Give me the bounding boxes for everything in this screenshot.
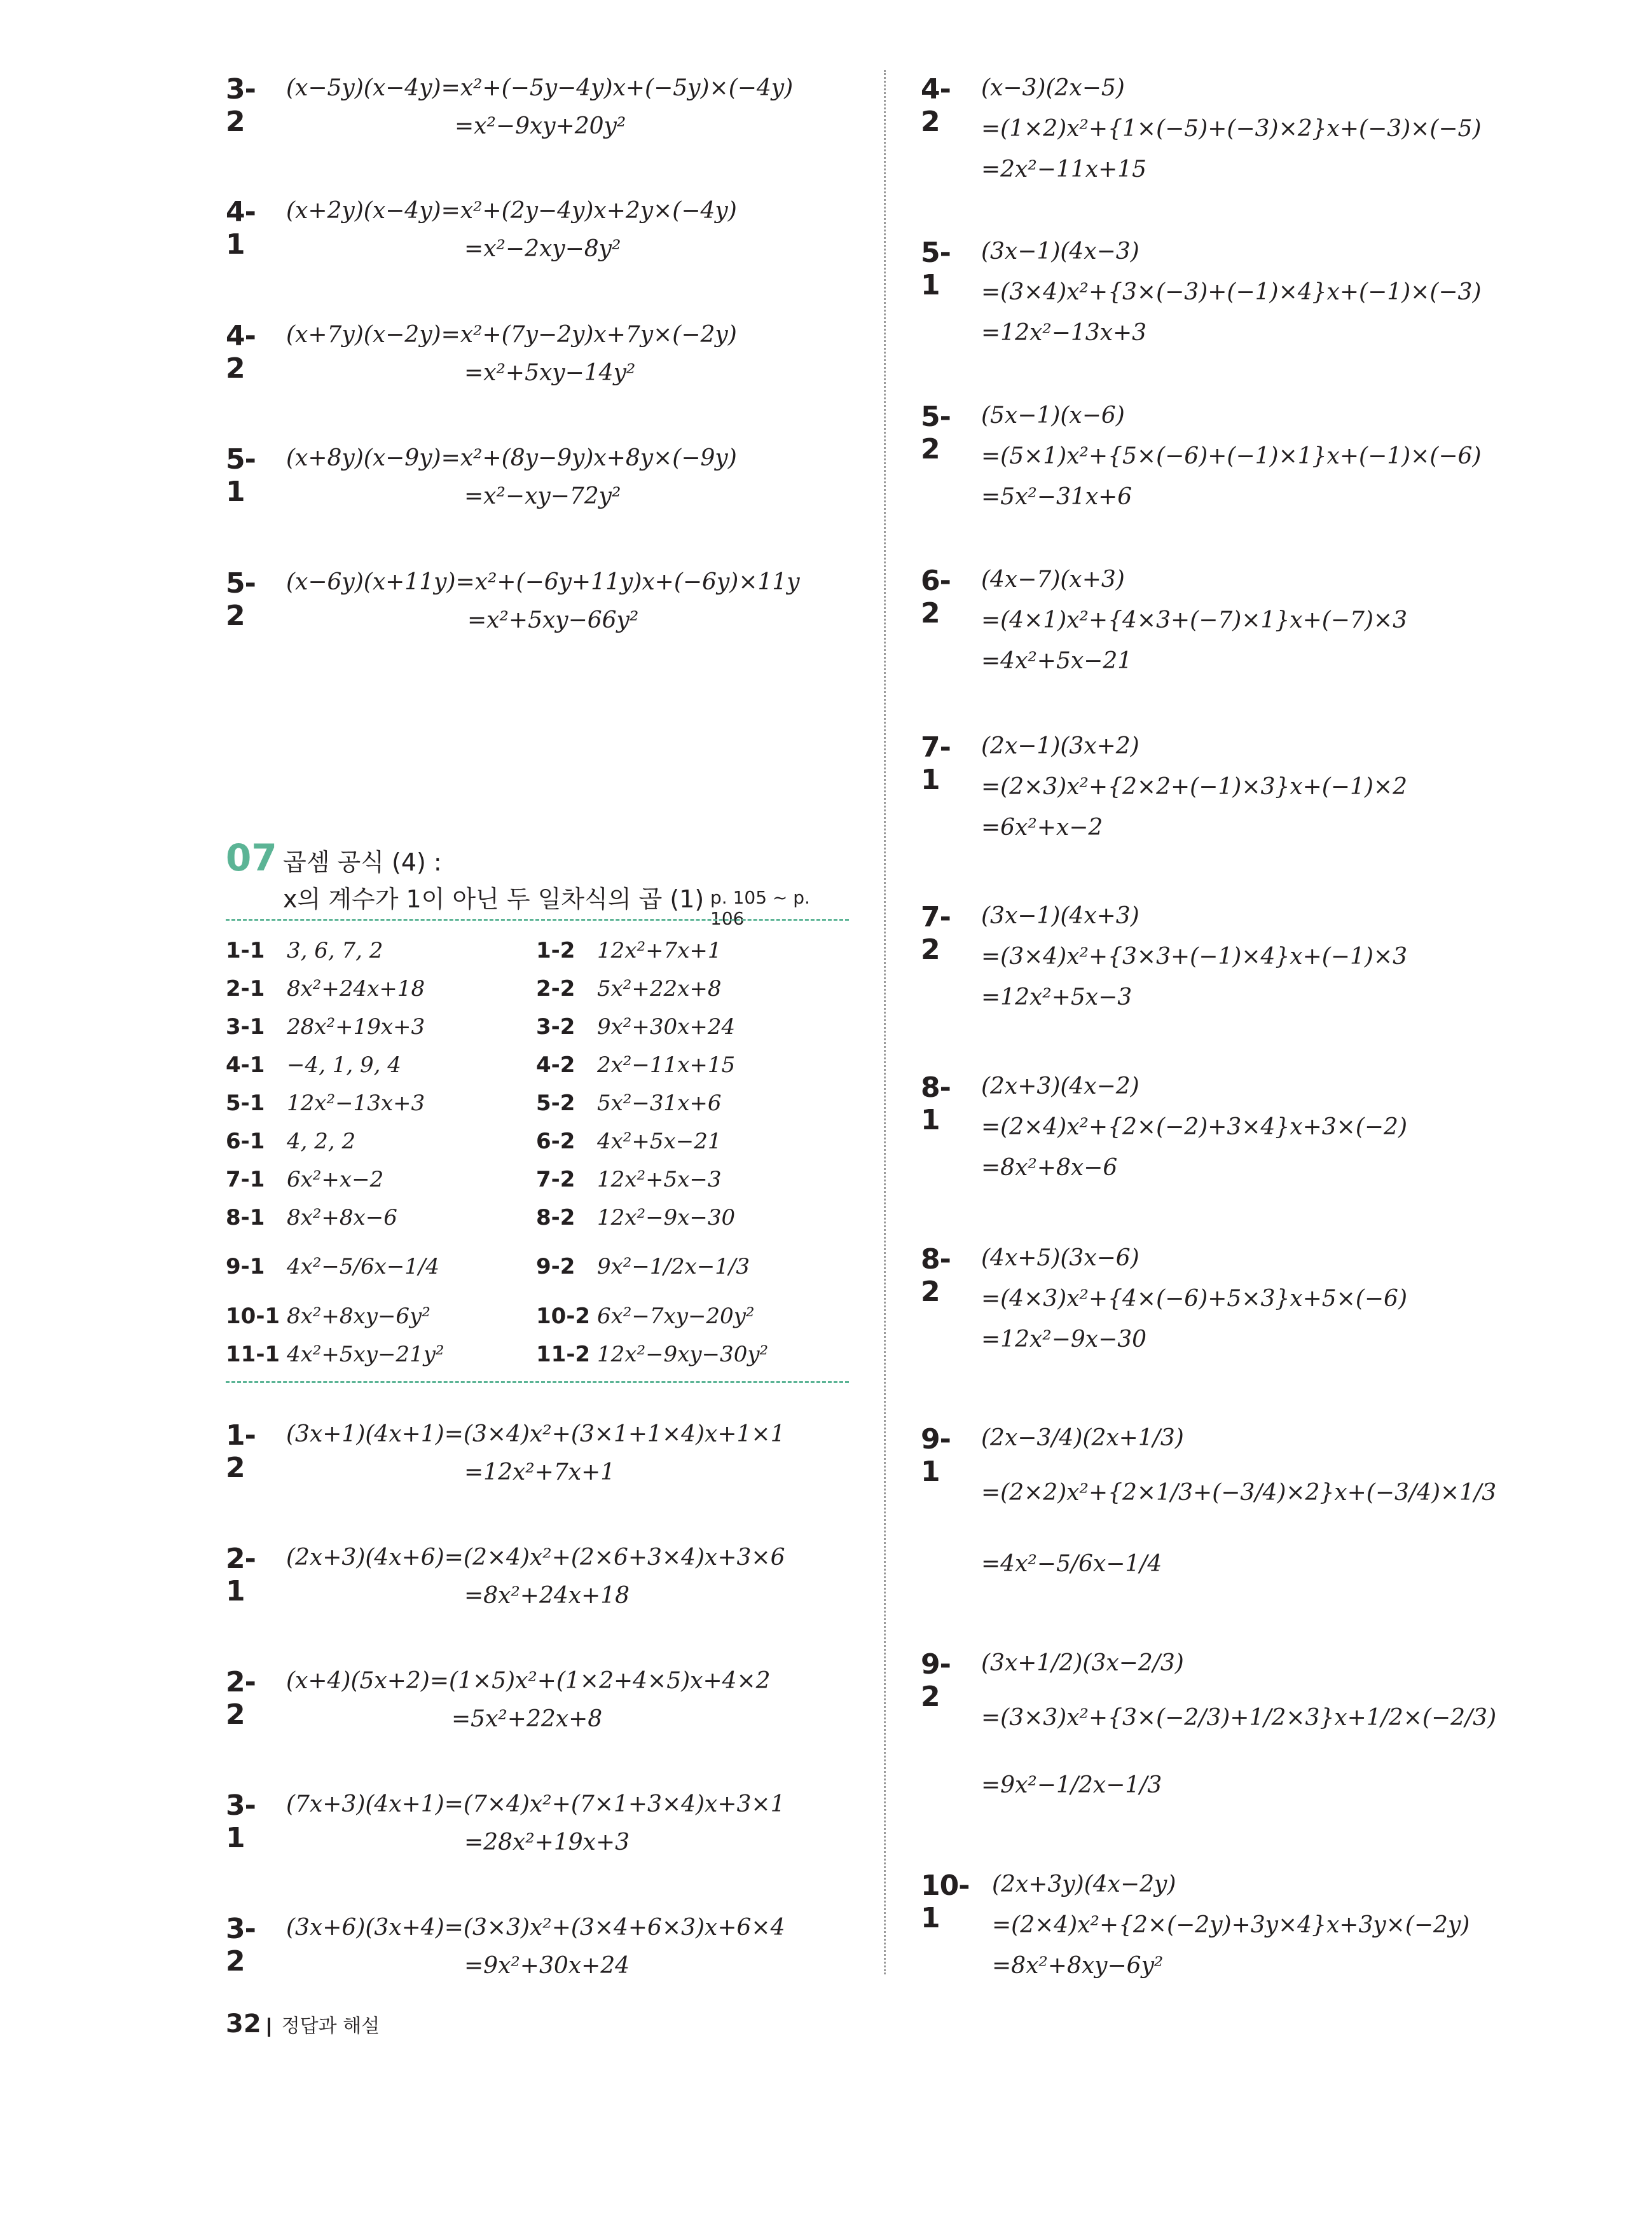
- column-divider: [884, 70, 886, 1974]
- equation-line: (2x+3)(4x+6)=(2×4)x²+(2×6+3×4)x+3×6: [286, 1545, 785, 1571]
- problem-number: 3-2: [226, 73, 256, 138]
- problem-number: 8-2: [921, 1243, 951, 1308]
- equation-line: =(5×1)x²+{5×(−6)+(−1)×1}x+(−1)×(−6): [981, 443, 1482, 469]
- footer-separator: [268, 2018, 270, 2037]
- problem-number: 6-2: [921, 565, 951, 630]
- answer-value: 4x²+5x−21: [597, 1129, 722, 1154]
- answer-key: 3-2: [536, 1014, 575, 1040]
- equation-line: =12x²+7x+1: [464, 1459, 616, 1485]
- equation-line: =(3×3)x²+{3×(−2/3)+1/2×3}x+1/2×(−2/3): [981, 1705, 1497, 1731]
- answer-key: 5-2: [536, 1091, 575, 1116]
- equation-line: (x−6y)(x+11y)=x²+(−6y+11y)x+(−6y)×11y: [286, 569, 800, 595]
- problem-number: 2-1: [226, 1543, 256, 1607]
- equation-line: (x+4)(5x+2)=(1×5)x²+(1×2+4×5)x+4×2: [286, 1668, 771, 1694]
- equation-line: (2x+3y)(4x−2y): [992, 1871, 1176, 1897]
- equation-line: =x²−9xy+20y²: [455, 113, 626, 139]
- answer-value: 6x²−7xy−20y²: [597, 1304, 755, 1329]
- answer-item: [226, 1091, 425, 1116]
- answer-item: [536, 1129, 721, 1154]
- answer-item: [226, 1052, 401, 1078]
- page-range: p. 105 ~ p. 106: [710, 887, 810, 929]
- answer-item: [226, 1205, 397, 1230]
- answer-key: 3-1: [226, 1014, 265, 1040]
- footer-label: 정답과 해설: [281, 2015, 380, 2037]
- answer-key: 5-1: [226, 1091, 265, 1116]
- equation-line: =(2×4)x²+{2×(−2)+3×4}x+3×(−2): [981, 1114, 1407, 1140]
- answer-value: 8x²+8x−6: [287, 1205, 397, 1230]
- answer-item: [226, 1304, 430, 1329]
- equation-line: (3x−1)(4x−3): [981, 238, 1139, 265]
- equation-line: (3x+1/2)(3x−2/3): [981, 1650, 1184, 1676]
- answer-key: 9-2: [536, 1254, 575, 1279]
- equation-line: (3x−1)(4x+3): [981, 903, 1139, 929]
- answer-item: [226, 1129, 355, 1154]
- answer-key: 4-1: [226, 1052, 265, 1078]
- equation-line: =(4×3)x²+{4×(−6)+5×3}x+5×(−6): [981, 1286, 1407, 1312]
- problem-number: 5-1: [226, 443, 256, 508]
- equation-line: (x−3)(2x−5): [981, 75, 1125, 101]
- equation-line: =9x²−1/2x−1/3: [981, 1772, 1162, 1798]
- section-number: 07: [226, 836, 277, 879]
- answer-value: −4, 1, 9, 4: [287, 1052, 401, 1078]
- answer-item: [226, 1254, 439, 1279]
- answer-item: [536, 1254, 750, 1279]
- equation-line: (x−5y)(x−4y)=x²+(−5y−4y)x+(−5y)×(−4y): [286, 75, 794, 101]
- answer-item: [536, 1205, 735, 1230]
- answer-value: 5x²−31x+6: [597, 1091, 722, 1116]
- problem-number: 9-1: [921, 1423, 951, 1488]
- equation-line: =(2×2)x²+{2×1/3+(−3/4)×2}x+(−3/4)×1/3: [981, 1480, 1497, 1506]
- equation-line: =4x²+5x−21: [981, 648, 1132, 674]
- answer-item: [226, 938, 383, 963]
- page-footer: [226, 2009, 380, 2039]
- section-title: 곱셈 공식 (4) :: [283, 848, 442, 876]
- equation-line: =28x²+19x+3: [464, 1829, 630, 1855]
- answer-value: 3, 6, 7, 2: [287, 938, 383, 963]
- answer-value: 12x²−9x−30: [597, 1205, 736, 1230]
- equation-line: (2x−3/4)(2x+1/3): [981, 1425, 1184, 1451]
- page-number: 32: [226, 2009, 261, 2039]
- answer-item: [536, 1342, 768, 1367]
- equation-line: =6x²+x−2: [981, 815, 1103, 841]
- answer-value: 9x²+30x+24: [597, 1014, 736, 1040]
- problem-number: 4-2: [226, 320, 256, 385]
- answer-item: [536, 1052, 735, 1078]
- answer-value: 6x²+x−2: [287, 1167, 384, 1192]
- answer-value: 12x²+7x+1: [597, 938, 722, 963]
- answer-value: 9x²−1/2x−1/3: [597, 1254, 750, 1279]
- answer-key: 8-1: [226, 1205, 265, 1230]
- equation-line: (2x+3)(4x−2): [981, 1073, 1139, 1099]
- equation-line: =2x²−11x+15: [981, 156, 1147, 182]
- answer-key: 8-2: [536, 1205, 575, 1230]
- answer-key: 11-2: [536, 1342, 591, 1367]
- answer-item: [226, 1167, 383, 1192]
- equation-line: =x²−xy−72y²: [464, 483, 621, 509]
- equation-line: =(1×2)x²+{1×(−5)+(−3)×2}x+(−3)×(−5): [981, 116, 1482, 142]
- equation-line: =12x²+5x−3: [981, 984, 1132, 1010]
- answer-value: 8x²+24x+18: [287, 976, 425, 1001]
- answer-key: 9-1: [226, 1254, 265, 1279]
- answer-key: 1-2: [536, 938, 575, 963]
- answer-value: 12x²+5x−3: [597, 1167, 722, 1192]
- problem-number: 8-1: [921, 1071, 951, 1136]
- problem-number: 4-1: [226, 196, 256, 261]
- equation-line: =8x²+8xy−6y²: [992, 1953, 1164, 1979]
- answer-item: [536, 1091, 721, 1116]
- equation-line: =(2×3)x²+{2×2+(−1)×3}x+(−1)×2: [981, 774, 1407, 800]
- equation-line: =(2×4)x²+{2×(−2y)+3y×4}x+3y×(−2y): [992, 1912, 1470, 1938]
- equation-line: (x+2y)(x−4y)=x²+(2y−4y)x+2y×(−4y): [286, 198, 737, 224]
- answer-key: 6-2: [536, 1129, 575, 1154]
- problem-number: 5-1: [921, 237, 951, 301]
- equation-line: =x²+5xy−66y²: [467, 607, 639, 633]
- equation-line: =(3×4)x²+{3×(−3)+(−1)×4}x+(−1)×(−3): [981, 279, 1482, 305]
- answer-item: [226, 1014, 425, 1040]
- answer-key: 2-1: [226, 976, 265, 1001]
- answer-item: [536, 1167, 721, 1192]
- answer-value: 12x²−13x+3: [287, 1091, 425, 1116]
- problem-number: 1-2: [226, 1419, 256, 1484]
- answer-item: [536, 976, 721, 1001]
- answer-item: [536, 1304, 755, 1329]
- equation-line: =x²−2xy−8y²: [464, 236, 621, 262]
- divider-top: [226, 919, 849, 921]
- answer-key: 10-2: [536, 1304, 591, 1329]
- equation-line: =4x²−5/6x−1/4: [981, 1551, 1162, 1577]
- answer-item: [536, 938, 721, 963]
- answer-key: 1-1: [226, 938, 265, 963]
- answer-value: 28x²+19x+3: [287, 1014, 425, 1040]
- equation-line: (5x−1)(x−6): [981, 403, 1125, 429]
- equation-line: =12x²−9x−30: [981, 1326, 1147, 1352]
- equation-line: (4x−7)(x+3): [981, 567, 1125, 593]
- equation-line: =5x²−31x+6: [981, 484, 1132, 510]
- answer-key: 7-2: [536, 1167, 575, 1192]
- problem-number: 5-2: [921, 401, 951, 465]
- answer-value: 2x²−11x+15: [597, 1052, 736, 1078]
- answer-item: [536, 1014, 735, 1040]
- equation-line: (3x+6)(3x+4)=(3×3)x²+(3×4+6×3)x+6×4: [286, 1915, 785, 1941]
- equation-line: =x²+5xy−14y²: [464, 360, 636, 386]
- problem-number: 3-2: [226, 1913, 256, 1978]
- equation-line: (2x−1)(3x+2): [981, 733, 1139, 759]
- equation-line: =5x²+22x+8: [451, 1706, 603, 1732]
- problem-number: 9-2: [921, 1648, 951, 1713]
- answer-value: 5x²+22x+8: [597, 976, 722, 1001]
- equation-line: =8x²+24x+18: [464, 1583, 630, 1609]
- answer-key: 4-2: [536, 1052, 575, 1078]
- problem-number: 5-2: [226, 567, 256, 632]
- answer-key: 2-2: [536, 976, 575, 1001]
- equation-line: (x+7y)(x−2y)=x²+(7y−2y)x+7y×(−2y): [286, 322, 737, 348]
- answer-value: 4x²+5xy−21y²: [287, 1342, 444, 1367]
- answer-value: 4, 2, 2: [287, 1129, 356, 1154]
- equation-line: (4x+5)(3x−6): [981, 1245, 1139, 1271]
- section-subtitle: x의 계수가 1이 아닌 두 일차식의 곱 (1): [283, 885, 705, 913]
- divider-bottom: [226, 1381, 849, 1383]
- answer-value: 12x²−9xy−30y²: [597, 1342, 769, 1367]
- problem-number: 2-2: [226, 1666, 256, 1731]
- answer-item: [226, 1342, 444, 1367]
- problem-number: 3-1: [226, 1789, 256, 1854]
- answer-key: 7-1: [226, 1167, 265, 1192]
- equation-line: (7x+3)(4x+1)=(7×4)x²+(7×1+3×4)x+3×1: [286, 1791, 785, 1817]
- problem-number: 7-1: [921, 731, 951, 796]
- equation-line: =8x²+8x−6: [981, 1155, 1118, 1181]
- answer-key: 6-1: [226, 1129, 265, 1154]
- equation-line: =12x²−13x+3: [981, 320, 1147, 346]
- answer-key: 10-1: [226, 1304, 280, 1329]
- problem-number: 10-1: [921, 1869, 970, 1934]
- problem-number: 4-2: [921, 73, 951, 138]
- equation-line: (x+8y)(x−9y)=x²+(8y−9y)x+8y×(−9y): [286, 445, 737, 471]
- equation-line: (3x+1)(4x+1)=(3×4)x²+(3×1+1×4)x+1×1: [286, 1421, 785, 1447]
- equation-line: =9x²+30x+24: [464, 1953, 630, 1979]
- answer-value: 8x²+8xy−6y²: [287, 1304, 430, 1329]
- answer-item: [226, 976, 425, 1001]
- answer-value: 4x²−5/6x−1/4: [287, 1254, 440, 1279]
- problem-number: 7-2: [921, 901, 951, 966]
- answer-key: 11-1: [226, 1342, 280, 1367]
- equation-line: =(4×1)x²+{4×3+(−7)×1}x+(−7)×3: [981, 607, 1407, 633]
- equation-line: =(3×4)x²+{3×3+(−1)×4}x+(−1)×3: [981, 944, 1407, 970]
